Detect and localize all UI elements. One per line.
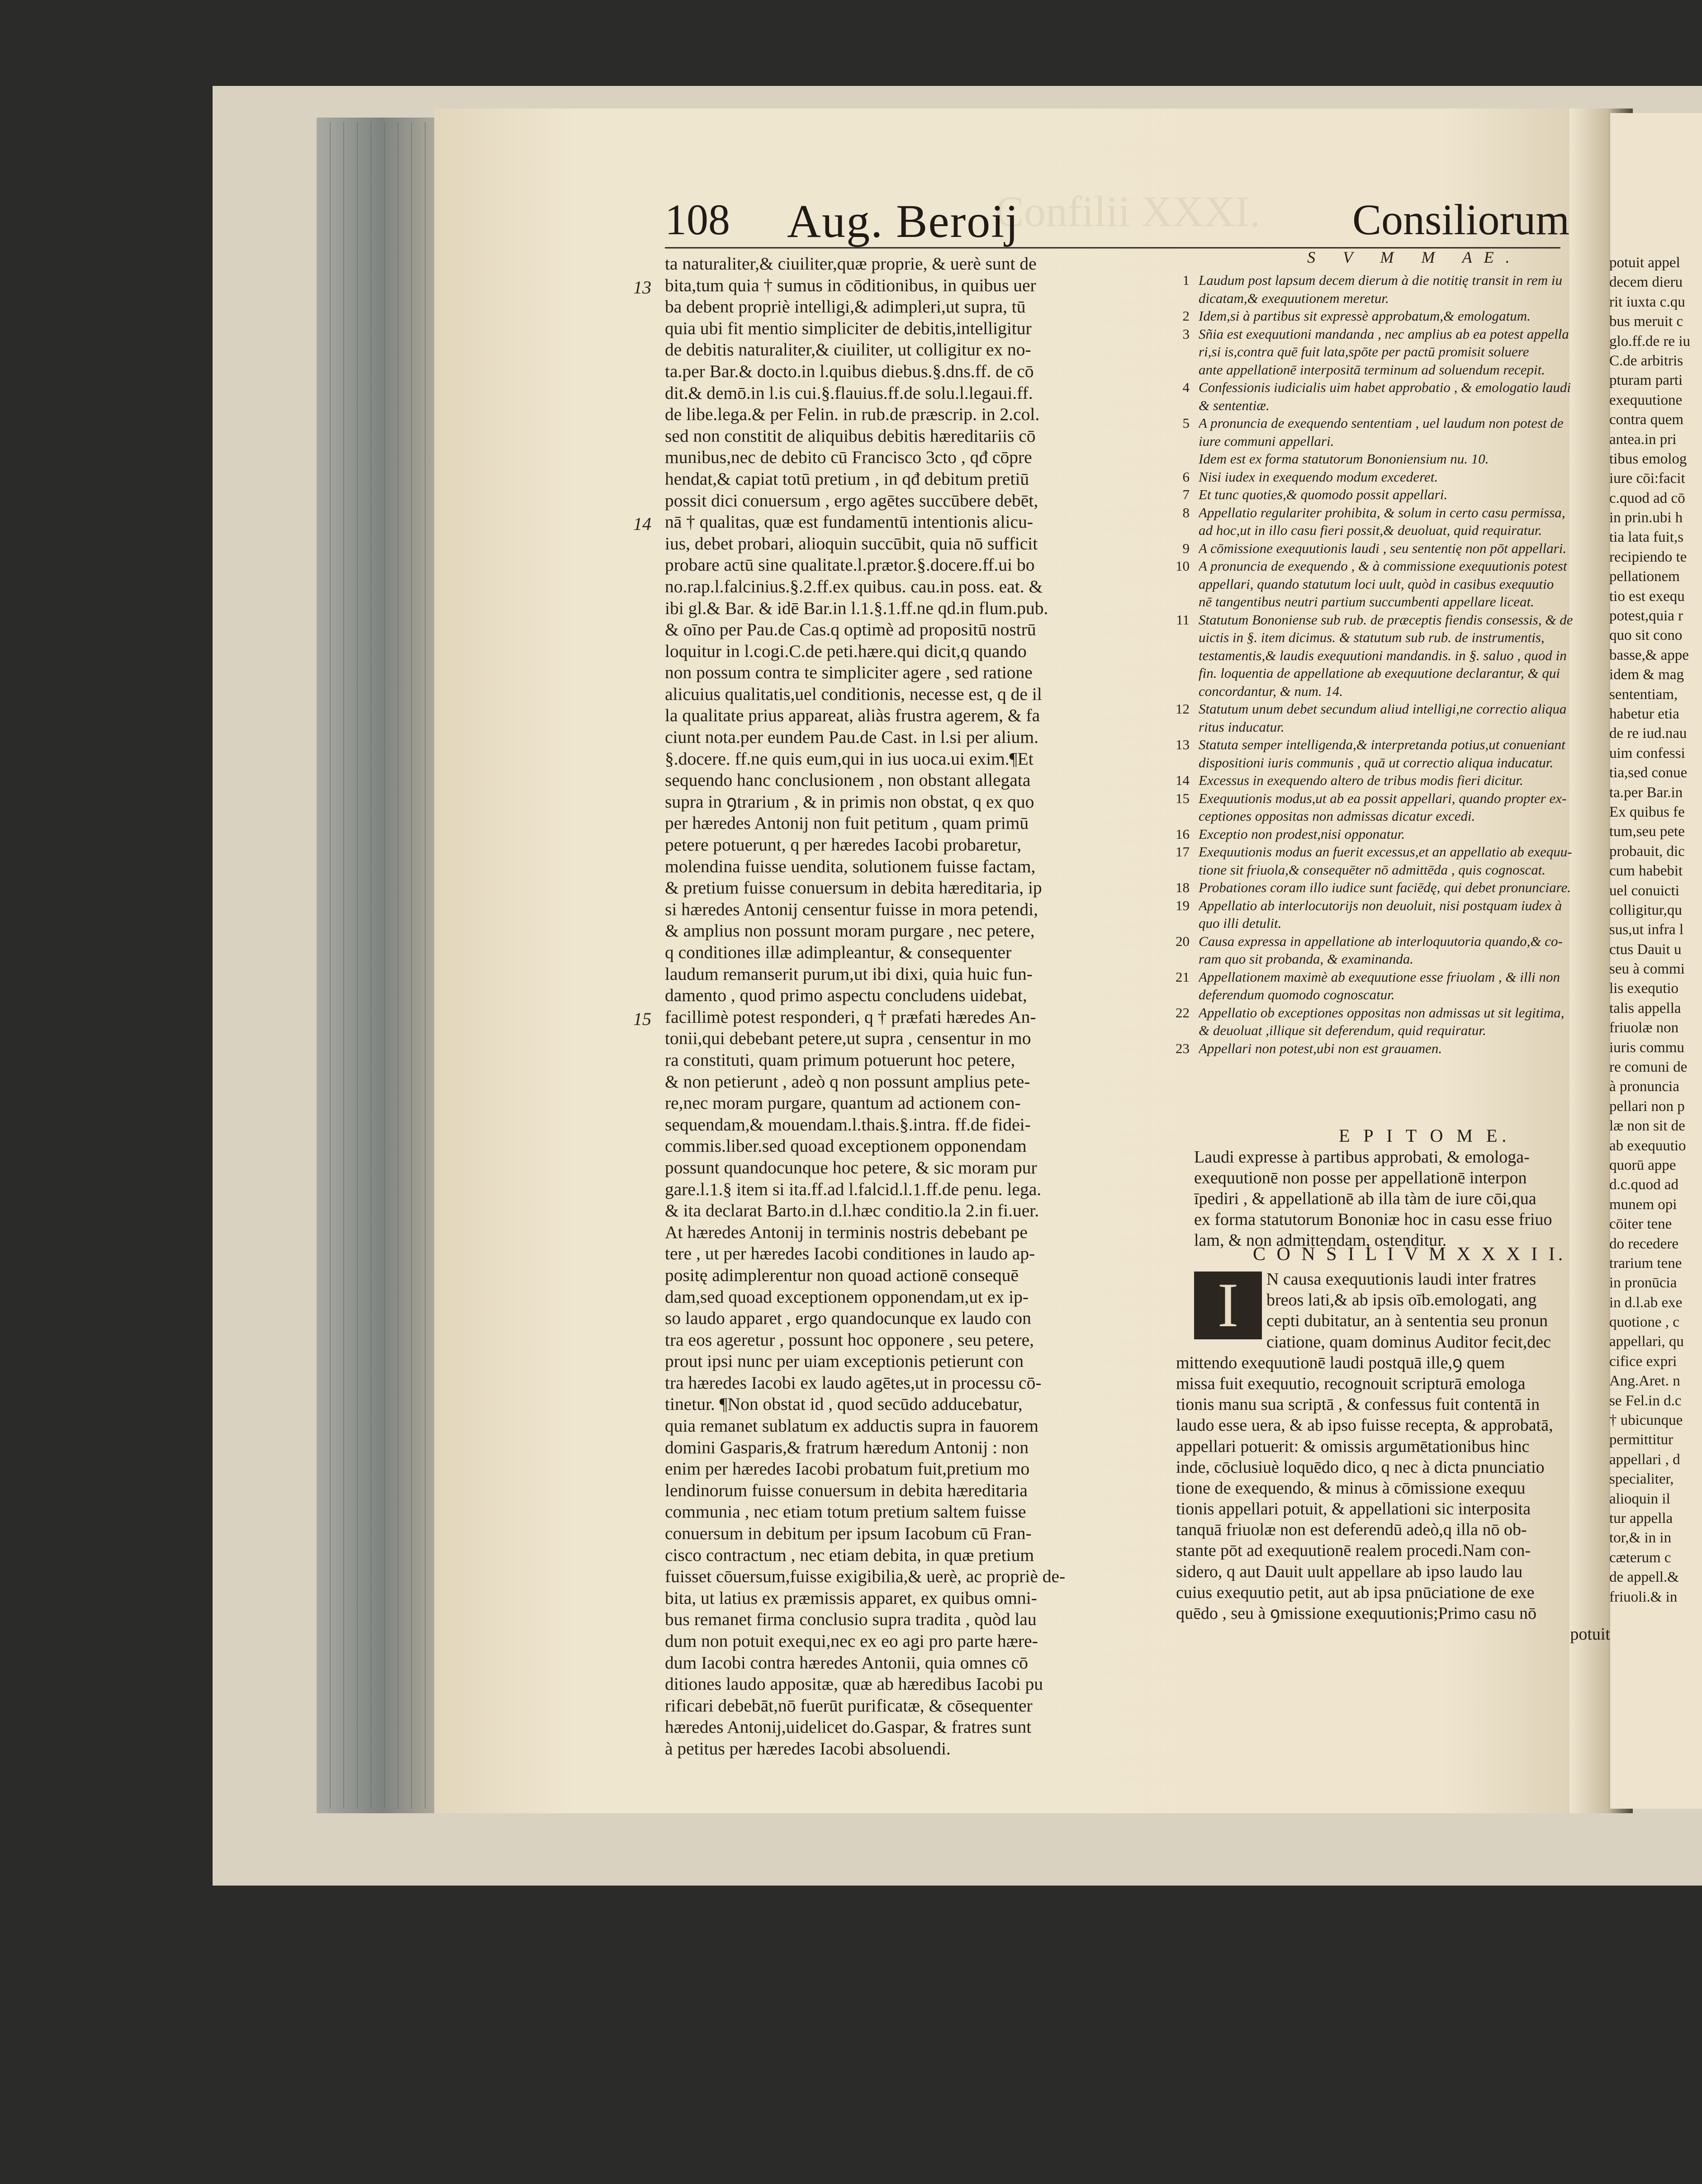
text-line: laudum remanserit purum,ut ibi dixi, quia huic fun- — [665, 964, 1033, 984]
text-line: prout ipsi nunc per uiam exceptionis petierunt con — [665, 1351, 1024, 1371]
text-line: tia,sed conue — [1609, 765, 1688, 781]
summary-item-number: 11 — [1176, 611, 1190, 628]
text-line: & oīno per Pau.de Cas.q optimè ad propositū nostrū — [665, 619, 1036, 640]
text-line: bita,tum quia † sumus in cōditionibus, in quibus uer — [665, 275, 1036, 295]
text-line: d.c.quod ad — [1609, 1177, 1679, 1193]
text-line: friuolæ non — [1609, 1020, 1679, 1036]
text-line: ab exequutio — [1609, 1137, 1686, 1154]
text-line: sententiam, — [1609, 686, 1678, 703]
text-line: Probationes coram illo iudice sunt faciēdę, qui debet pronunciare. — [1199, 879, 1571, 895]
text-line: Sñia est exequutioni mandanda , nec amplius ab ea potest appella — [1199, 326, 1569, 342]
text-line: pturam parti — [1609, 372, 1683, 389]
text-line: quo sit cono — [1609, 627, 1683, 644]
summary-item — [1167, 1004, 1610, 1040]
text-line: hæredes Antonij,uidelicet do.Gaspar, & fratres sunt — [665, 1717, 1032, 1737]
text-line: Appellatio ob exceptiones oppositas non admissas ut sit legitima, — [1199, 1004, 1565, 1021]
text-line: inde, cōclusiuè loquēdo dico, q nec à dicta pnunciatio — [1176, 1457, 1545, 1477]
summary-item — [1167, 843, 1610, 879]
text-line: C.de arbitris — [1609, 352, 1683, 369]
text-line: quia ubi fit mentio simpliciter de debitis,intelligitur — [665, 318, 1032, 338]
text-line: ex forma statutorum Bononiæ hoc in casu esse friuo — [1194, 1210, 1552, 1229]
text-line: lam, & non admittendam, ostenditur. — [1194, 1231, 1447, 1250]
running-head-title: Consiliorum — [1352, 195, 1570, 244]
text-line: sed non constitit de aliquibus debitis hæreditariis cō — [665, 425, 1036, 446]
summary-item-number: 9 — [1182, 540, 1190, 556]
text-line: re,nec moram purgare, quantum ad actionem con- — [665, 1093, 1021, 1113]
text-line: pellari non p — [1609, 1098, 1685, 1115]
text-line: glo.ff.de re iu — [1609, 333, 1691, 350]
text-line: Exequutionis modus,ut ab ea possit appellari, quando propter ex- — [1199, 790, 1567, 806]
text-line: appellari , d — [1609, 1451, 1680, 1468]
text-line: à petitus per hæredes Iacobi absoluendi. — [665, 1738, 951, 1759]
text-line: pellationem — [1609, 568, 1680, 585]
summary-item — [1167, 879, 1610, 897]
summary-item-number: 7 — [1182, 487, 1190, 502]
text-line: si hæredes Antonij censentur fuisse in mora petendi, — [665, 899, 1038, 919]
text-line: Exceptio non prodest,nisi opponatur. — [1199, 826, 1405, 842]
text-line: Laudum post lapsum decem dierum à die notitię transit in rem iu — [1199, 272, 1562, 288]
decorated-initial: I — [1194, 1272, 1262, 1339]
text-line: ciatione, quam dominus Auditor fecit,dec — [1266, 1332, 1551, 1352]
text-line: dum non potuit exequi,nec ex eo agi pro parte hære- — [665, 1631, 1038, 1651]
text-line: dispositioni iuris communis , quā ut correctio aliqua inducatur. — [1199, 754, 1554, 771]
text-line: ritus inducatur. — [1199, 719, 1285, 735]
margin-note-number: 14 — [633, 514, 651, 534]
summary-item — [1167, 968, 1610, 1004]
text-line: tionis manu sua scriptā , & confessus fuit contentā in — [1176, 1395, 1540, 1414]
text-line: quotione , c — [1609, 1314, 1679, 1331]
summary-item-number: 8 — [1182, 504, 1190, 520]
margin-note-number: 13 — [633, 277, 651, 298]
text-line: læ non sit de — [1609, 1118, 1685, 1135]
text-line: dum Iacobi contra hæredes Antonii, quia omnes cō — [665, 1652, 1028, 1673]
text-line: recipiendo te — [1609, 548, 1687, 565]
text-line: decem dieru — [1609, 274, 1683, 291]
text-line: mittendo exequutionē laudi postquā ille,ꝯ quem — [1176, 1353, 1505, 1372]
text-line: re comuni de — [1609, 1059, 1688, 1076]
summary-item — [1167, 378, 1610, 414]
text-line: uel conuicti — [1609, 882, 1679, 899]
text-line: fuisset cōuersum,fuisse exigibilia,& uerè, ac propriè de- — [665, 1566, 1066, 1587]
text-line: cæterum c — [1609, 1549, 1671, 1566]
summary-item — [1167, 271, 1610, 307]
text-line: colligitur,qu — [1609, 902, 1682, 918]
summary-item-number: 22 — [1176, 1004, 1190, 1021]
summary-item-number: 20 — [1176, 933, 1190, 949]
text-line: ba debent propriè intelligi,& adimpleri,ut supra, tū — [665, 297, 1026, 317]
text-line: dicatam,& exequutionem meretur. — [1199, 290, 1389, 306]
text-line: ditiones laudo appositæ, quæ ab hæredibus Iacobi pu — [665, 1674, 1043, 1694]
text-line: tionis appellari potuit, & appellationi sic interposita — [1176, 1499, 1531, 1519]
text-line: quēdo , seu à ꝯmissione exequutionis;Primo casu nō — [1176, 1604, 1536, 1623]
text-line: Idem,si à partibus sit expressè approbatum,& emologatum. — [1199, 308, 1531, 324]
text-line: missa fuit exequutio, recognouit scripturā emologa — [1176, 1374, 1526, 1393]
text-line: tione de exequendo, & minus à cōmissione exequu — [1176, 1478, 1526, 1498]
text-line: §.docere. ff.ne quis eum,qui in ius uoca.ui exim.¶Et — [665, 748, 1034, 769]
summary-item — [1167, 897, 1610, 932]
text-line: Confessionis iudicialis uim habet approbatio , & emologatio laudi — [1199, 379, 1571, 395]
text-line: tinetur. ¶Non obstat id , quod secūdo adducebatur, — [665, 1394, 1023, 1414]
summary-item — [1167, 307, 1610, 325]
text-line: ra constituti, quam primum potuerunt hoc petere, — [665, 1049, 1015, 1070]
text-line: tibus emolog — [1609, 450, 1687, 467]
running-head-author: Aug. Beroij — [787, 195, 1019, 247]
text-line: potuit appel — [1609, 255, 1680, 271]
text-line: A pronuncia de exequendo sententiam , uel laudum non potest de — [1199, 415, 1564, 431]
text-line: tum,seu pete — [1609, 823, 1685, 840]
text-line: de libe.lega.& per Felin. in rub.de præscrip. in 2.col. — [665, 404, 1040, 425]
text-line: Et tunc quoties,& quomodo possit appellari. — [1199, 487, 1448, 502]
epitome-text — [1194, 1147, 1610, 1251]
text-line: do recedere — [1609, 1235, 1678, 1252]
text-line: Idem est ex forma statutorum Bononiensium nu. 10. — [1199, 451, 1489, 467]
text-line: Ex quibus fe — [1609, 804, 1685, 820]
text-line: dit.& demō.in l.is cui.§.flauius.ff.de solu.l.legaui.ff. — [665, 383, 1033, 403]
text-line: rificari debebāt,nō fuerūt purificatæ, & cōsequenter — [665, 1695, 1033, 1716]
summary-item-number: 21 — [1176, 969, 1190, 985]
text-line: habetur etia — [1609, 705, 1679, 722]
text-line: iure cōi:facit — [1609, 470, 1685, 487]
text-line: à pronuncia — [1609, 1078, 1679, 1095]
text-line: ta naturaliter,& ciuiliter,quæ proprie, & uerè sunt de — [665, 254, 1037, 274]
text-line: & pretium fuisse conuersum in debita hæreditaria, ip — [665, 878, 1042, 898]
text-line: tor,& in in — [1609, 1530, 1672, 1546]
text-line: ram quo sit probanda, & examinanda. — [1199, 951, 1414, 967]
summary-item-number: 6 — [1182, 468, 1190, 485]
svg-text:Confilii XXXI.: Confilii XXXI. — [995, 187, 1261, 236]
text-line: la qualitate prius appareat, aliàs frustra agerem, & fa — [665, 705, 1040, 726]
text-line: tra hæredes Iacobi ex laudo agētes,ut in processu cō- — [665, 1372, 1042, 1393]
text-line: de re iud.nau — [1609, 725, 1687, 742]
text-line: appellari, quando statutum loci uult, quòd in casibus exequutio — [1199, 576, 1554, 592]
text-line: & sententiæ. — [1199, 397, 1270, 413]
summary-item-number: 10 — [1176, 558, 1190, 574]
text-line: Causa expressa in appellatione ab interloquutoria quando,& co- — [1199, 933, 1563, 949]
text-line: appellari, qu — [1609, 1333, 1684, 1350]
margin-note-number: 15 — [633, 1009, 651, 1029]
text-line: Appellari non potest,ubi non est grauamen. — [1199, 1040, 1442, 1056]
summary-item-number: 4 — [1182, 379, 1190, 395]
text-line: tia lata fuit,s — [1609, 529, 1684, 546]
text-line: Exequutionis modus an fuerit excessus,et an appellatio ab exequu- — [1199, 844, 1572, 860]
summary-item — [1167, 414, 1610, 450]
text-line: per hæredes Antonij non fuit petitum , quam primū — [665, 813, 1029, 833]
text-line: ctus Dauit u — [1609, 941, 1682, 958]
text-line: & non petierunt , adeò q non possunt amplius pete- — [665, 1071, 1030, 1092]
text-line: lis exequtio — [1609, 980, 1679, 997]
text-line: bita, ut latius ex præmissis apparet, ex quibus omni- — [665, 1588, 1037, 1608]
text-line: iuris commu — [1609, 1039, 1684, 1056]
summary-item-number: 14 — [1176, 772, 1190, 788]
text-line: īpediri , & appellationē ab illa tàm de iure cōi,qua — [1194, 1189, 1536, 1208]
page-edges — [317, 118, 448, 1813]
text-line: exequutione — [1609, 392, 1683, 408]
text-line: alicuius qualitatis,uel conditionis, necesse est, q de il — [665, 684, 1042, 704]
summary-item — [1167, 700, 1610, 736]
text-line: de debitis naturaliter,& ciuiliter, ut colligitur ex no- — [665, 340, 1031, 360]
text-line: trarium tene — [1609, 1255, 1682, 1272]
text-line: Appellatio regulariter prohibita, & solum in certo casu permissa, — [1199, 504, 1565, 520]
summary-item-number: 19 — [1176, 897, 1190, 913]
text-line: munem opi — [1609, 1196, 1677, 1213]
text-line: cepti dubitatur, an à sententia seu pronun — [1266, 1311, 1548, 1331]
summary-item-number: 23 — [1176, 1040, 1190, 1056]
text-line: se Fel.in d.c — [1609, 1392, 1682, 1409]
text-line: Statutum unum debet secundum aliud intelligi,ne correctio aliqua — [1199, 701, 1567, 717]
text-line: commis.liber.sed quoad exceptionem opponendam — [665, 1136, 1027, 1156]
text-line: Excessus in exequendo altero de tribus modis fieri dicitur. — [1199, 772, 1523, 788]
text-line: lendinorum fuisse conuersum in debita hæreditaria — [665, 1480, 1028, 1500]
text-line: enim per hæredes Iacobi probatum fuit,pretium mo — [665, 1459, 1030, 1479]
text-line: c.quod ad cō — [1609, 490, 1685, 506]
text-line: tra eos ageretur , possunt hoc opponere , seu petere, — [665, 1329, 1034, 1350]
text-line: quorū appe — [1609, 1157, 1676, 1173]
text-line: facillimè potest responderi, q † præfati hæredes An- — [665, 1007, 1036, 1027]
text-line: probauit, dic — [1609, 843, 1685, 860]
text-line: in pronūcia — [1609, 1275, 1677, 1291]
text-line: non possum contra te simpliciter agere , sed ratione — [665, 662, 1033, 683]
text-line: bus meruit c — [1609, 313, 1683, 330]
text-line: tur appella — [1609, 1510, 1673, 1527]
text-line: tio est exequ — [1609, 588, 1685, 605]
summary-item-number: 16 — [1176, 826, 1190, 842]
text-line: sus,ut infra l — [1609, 922, 1684, 938]
text-line: nā † qualitas, quæ est fundamentū intentionis alicu- — [665, 512, 1033, 532]
summary-item — [1167, 468, 1610, 486]
text-line: ciunt nota.per eundem Pau.de Cast. in l.si per alium. — [665, 727, 1039, 747]
text-line: possit dici conuersum , ergo agētes succūbere debēt, — [665, 490, 1038, 511]
text-line: & amplius non possunt moram purgare , nec petere, — [665, 921, 1035, 941]
text-line: Ang.Aret. n — [1609, 1373, 1680, 1390]
text-line: & deuoluat ,illique sit deferendum, quid requiratur. — [1199, 1022, 1486, 1038]
text-line: in prin.ubi h — [1609, 510, 1683, 526]
text-line: potuit — [1570, 1625, 1610, 1644]
summary-item — [1167, 504, 1610, 539]
text-line: so laudo apparet , ergo quandocunque ex laudo con — [665, 1308, 1031, 1328]
text-line: petere potuerunt, q per hæredes Iacobi probaretur, — [665, 835, 1022, 855]
text-line: contra quem — [1609, 411, 1684, 428]
summary-item-number: 18 — [1176, 879, 1190, 895]
summary-item — [1167, 789, 1610, 825]
text-line: alioquin il — [1609, 1490, 1670, 1507]
summary-item-number: 1 — [1182, 272, 1190, 288]
text-line: ius, debet probari, alioquin succūbit, quia nō sufficit — [665, 533, 1038, 553]
text-line: sequendo hanc conclusionem , non obstant allegata — [665, 770, 1031, 790]
text-line: quo illi detulit. — [1199, 915, 1282, 931]
text-line: probare actū sine qualitate.l.prætor.§.docere.ff.ui bo — [665, 555, 1035, 575]
text-line: molendina fuisse uendita, solutionem fuisse factam, — [665, 856, 1036, 876]
summae-heading: S V M M AE. — [1307, 248, 1522, 266]
text-line: friuoli.& in — [1609, 1588, 1678, 1605]
summary-item-number: 13 — [1176, 737, 1190, 752]
text-line: tanquā friuolæ non est deferendū adeò,q illa nō ob- — [1176, 1520, 1527, 1540]
summary-item — [1167, 825, 1610, 843]
text-line: concordantur, & num. 14. — [1199, 683, 1343, 699]
text-line: domini Gasparis,& fratrum hæredum Antonij : non — [665, 1437, 1029, 1457]
text-line: in d.l.ab exe — [1609, 1294, 1683, 1311]
text-line: A pronuncia de exequendo , & à commissione exequutionis potest — [1199, 558, 1567, 574]
text-line: conuersum in debitum per ipsum Iacobum cū Fran- — [665, 1523, 1032, 1544]
summary-item — [1167, 1040, 1610, 1058]
summary-item-number: 17 — [1176, 844, 1190, 860]
text-line: Statuta semper intelligenda,& interpretanda potius,ut conueniant — [1199, 737, 1565, 752]
text-line: cum habebit — [1609, 863, 1683, 879]
text-line: basse,& appe — [1609, 647, 1689, 663]
text-line: dam,sed quoad exceptionem opponendam,ut ex ip- — [665, 1286, 1029, 1307]
text-line: tione sit friuola,& consequēter nō admittēda , quis cognoscat. — [1199, 861, 1546, 878]
text-line: quia remanet sublatum ex adductis supra in fauorem — [665, 1416, 1038, 1436]
text-line: rit iuxta c.qu — [1609, 293, 1685, 310]
text-line: supra in ꝯtrarium , & in primis non obstat, q ex quo — [665, 791, 1034, 812]
text-line: At hæredes Antonij in terminis nostris debebant pe — [665, 1222, 1028, 1242]
text-line: uictis in §. item dicimus. & statutum sub rub. de instrumentis, — [1199, 629, 1545, 645]
text-line: potest,quia r — [1609, 608, 1683, 624]
summary-item — [1167, 557, 1610, 611]
text-line: ante appellationē interpositā terminum ad soluendum recepit. — [1199, 361, 1545, 378]
text-line: Appellatio ab interlocutorijs non deuoluit, nisi postquam iudex à — [1199, 897, 1562, 913]
summae-list — [1167, 271, 1610, 1057]
text-line: Statutum Bononiense sub rub. de præceptis fiendis consessis, & de — [1199, 611, 1573, 628]
text-line: fin. loquentia de appellatione ab exequutione declarantur, & qui — [1199, 665, 1560, 681]
text-line: sequendam,& mouendam.l.thais.§.intra. ff.de fidei- — [665, 1114, 1031, 1135]
text-line: positę adimplerentur non quoad actionē consequē — [665, 1265, 1019, 1285]
text-line: talis appella — [1609, 1000, 1681, 1016]
summary-item-number: 12 — [1176, 701, 1190, 717]
text-line: ibi gl.& Bar. & idē Bar.in l.1.§.1.ff.ne qd.in flum.pub. — [665, 598, 1048, 618]
summary-item — [1167, 736, 1610, 771]
text-line: ta.per Bar.& docto.in l.quibus diebus.§.dns.ff. de cō — [665, 361, 1034, 381]
text-line: bus remanet firma conclusio supra tradita , quòd lau — [665, 1609, 1037, 1630]
page-number: 108 — [665, 195, 730, 244]
text-line: possunt quandocunque hoc petere, & sic moram pur — [665, 1157, 1037, 1177]
text-line: ad hoc,ut in illo casu fieri possit,& deuoluat, quid requiratur. — [1199, 522, 1542, 538]
text-line: & ita declarat Barto.in d.l.hæc conditio.la 2.in fi.uer. — [665, 1201, 1039, 1221]
summary-item — [1167, 486, 1610, 504]
facing-page-fragment — [1609, 253, 1702, 1607]
epitome-heading: E P I T O M E. — [1339, 1125, 1511, 1146]
summary-item — [1167, 450, 1610, 468]
text-line: gare.l.1.§ item si ita.ff.ad l.falcid.l.1.ff.de penu. lega. — [665, 1179, 1042, 1199]
text-line: sidero, q aut Dauit uult appellare ab ipso laudo lau — [1176, 1562, 1523, 1581]
text-line: Nisi iudex in exequendo modum excederet. — [1199, 468, 1438, 485]
text-line: damento , quod primo aspectu concludens uidebat, — [665, 985, 1027, 1006]
text-line: ta.per Bar.in — [1609, 784, 1683, 801]
text-line: uim confessi — [1609, 745, 1685, 761]
text-line: q conditiones illæ adimpleantur, & consequenter — [665, 942, 1012, 962]
text-line: Laudi expresse à partibus approbati, & emologa- — [1194, 1148, 1530, 1167]
text-line: appellari potuerit: & omissis argumētationibus hinc — [1176, 1437, 1530, 1456]
text-line: Appellationem maximè ab exequutione esse friuolam , & illi non — [1199, 969, 1560, 985]
text-line: communia , nec etiam totum pretium saltem fuisse — [665, 1502, 1026, 1522]
text-line: A cōmissione exequutionis laudi , seu sententię non pōt appellari. — [1199, 540, 1567, 556]
text-line: † ubicunque — [1609, 1412, 1683, 1429]
text-line: munibus,nec de debito cū Francisco 3cto , qđ cōpre — [665, 447, 1032, 468]
text-line: ri,si is,contra quē fuit lata,spōte per pactū promisit soluere — [1199, 344, 1529, 359]
text-line: hendat,& capiat totū pretium , in qđ debitum pretiū — [665, 468, 1029, 489]
summary-item-number: 15 — [1176, 790, 1190, 806]
text-line: nē tangentibus neutri partium succumbenti appellare liceat. — [1199, 594, 1534, 610]
text-line: cuius exequutio petit, aut ab ipsa pnūciatione de exe — [1176, 1583, 1535, 1602]
summary-item-number: 3 — [1182, 326, 1190, 342]
text-line: permittitur — [1609, 1432, 1674, 1448]
text-line: deferendum quomodo cognoscatur. — [1199, 987, 1395, 1002]
text-line: no.rap.l.falcinius.§.2.ff.ex quibus. cau.in poss. eat. & — [665, 576, 1043, 596]
text-line: loquitur in l.cogi.C.de peti.hære.qui dicit,q quando — [665, 641, 1027, 661]
text-line: ceptiones oppositas non admissas dicatur excedi. — [1199, 808, 1475, 824]
text-line: stante pōt ad exequutionē realem procedi.Nam con- — [1176, 1541, 1531, 1560]
summary-item — [1167, 539, 1610, 558]
text-line: N causa exequutionis laudi inter fratres — [1266, 1270, 1536, 1289]
text-line: tere , ut per hæredes Iacobi conditiones in laudo ap- — [665, 1243, 1035, 1264]
text-line: idem & mag — [1609, 667, 1684, 683]
text-line: tonii,qui debebant petere,ut supra , censentur in mo — [665, 1028, 1031, 1049]
text-line: laudo esse uera, & ab ipso fuisse recepta, & approbatā, — [1176, 1416, 1553, 1435]
summary-item-number: 5 — [1182, 415, 1190, 431]
text-line: seu à commi — [1609, 961, 1685, 978]
text-line: cisco contractum , nec etiam debita, in quæ pretium — [665, 1545, 1034, 1565]
summary-item — [1167, 325, 1610, 379]
consilium-heading: C O N S I L I V M X X X I I. — [1253, 1244, 1566, 1265]
summary-item — [1167, 771, 1610, 789]
text-line: de appell.& — [1609, 1569, 1679, 1586]
text-line: breos lati,& ab ipsis oīb.emologati, ang — [1266, 1291, 1537, 1310]
summary-item — [1167, 932, 1610, 968]
left-column-text — [665, 253, 1153, 1760]
consilium-text — [1176, 1269, 1610, 1645]
text-line: antea.in pri — [1609, 431, 1677, 448]
summary-item-number: 2 — [1182, 308, 1190, 324]
summary-item — [1167, 611, 1610, 700]
text-line: iure communi appellari. — [1199, 433, 1334, 449]
text-line: cifice expri — [1609, 1353, 1677, 1370]
text-line: cōiter tene — [1609, 1216, 1672, 1233]
text-line: specialiter, — [1609, 1471, 1674, 1488]
text-line: exequutionē non posse per appellationē interpon — [1194, 1168, 1527, 1187]
text-line: testamentis,& laudis exequutioni mandandis. in §. saluo , quod in — [1199, 647, 1567, 663]
